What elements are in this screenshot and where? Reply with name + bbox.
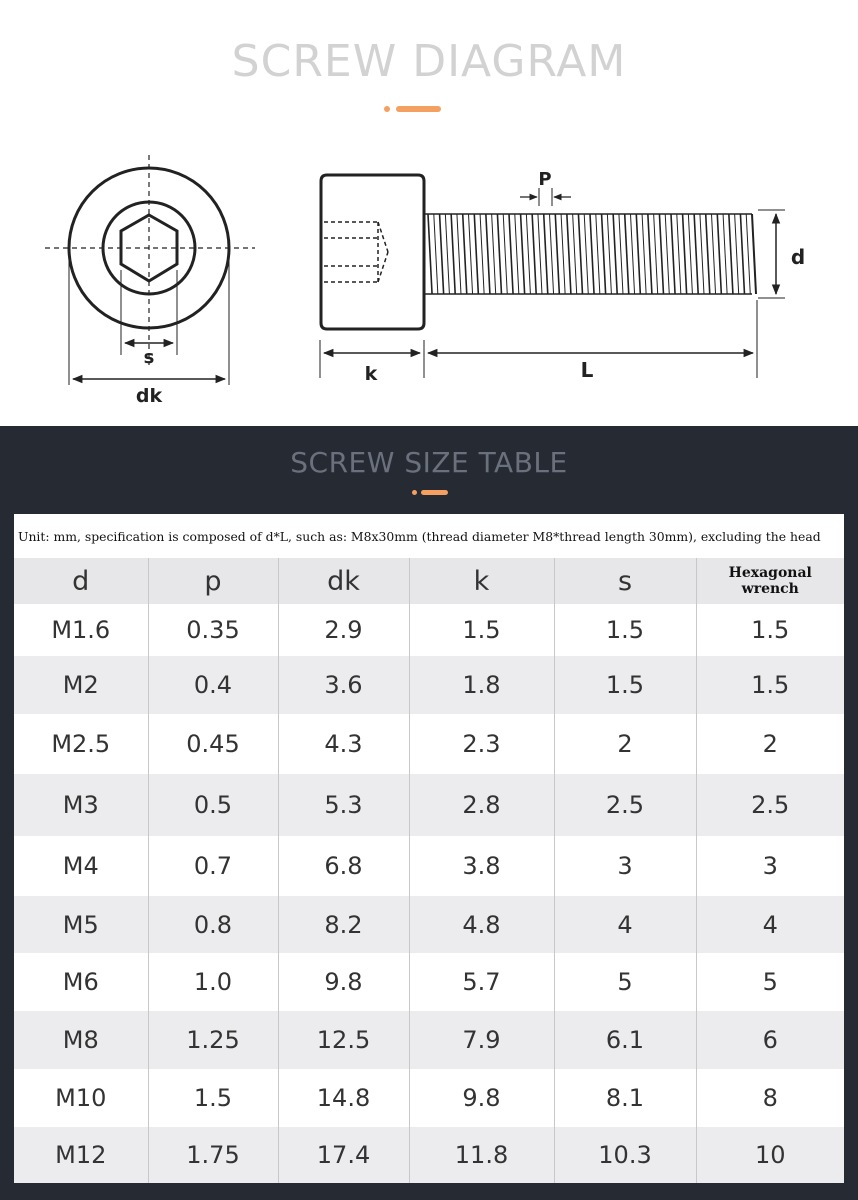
thread-root bbox=[631, 214, 635, 294]
size-table-title: SCREW SIZE TABLE bbox=[290, 446, 568, 479]
table-title-dot-decoration bbox=[412, 490, 417, 495]
table-row bbox=[14, 656, 844, 714]
thread-root bbox=[665, 214, 669, 294]
cell-k: 1.5 bbox=[409, 604, 554, 656]
label-d: d bbox=[790, 245, 806, 269]
thread-crest bbox=[440, 214, 444, 294]
thread-root bbox=[573, 214, 577, 294]
cell-wrench: 4 bbox=[696, 896, 844, 953]
cell-s: 1.5 bbox=[554, 656, 696, 714]
cell-k: 4.8 bbox=[409, 896, 554, 953]
thread-crest bbox=[613, 214, 617, 294]
header-dk: dk bbox=[278, 558, 409, 604]
thread-crest bbox=[451, 214, 455, 294]
screw-side-view bbox=[320, 175, 785, 378]
thread-crest bbox=[509, 214, 513, 294]
table-row bbox=[14, 774, 844, 836]
size-table bbox=[14, 558, 844, 1183]
cell-s: 4 bbox=[554, 896, 696, 953]
thread-crest bbox=[706, 214, 710, 294]
table-row bbox=[14, 604, 844, 656]
cell-k: 9.8 bbox=[409, 1069, 554, 1127]
thread-crest bbox=[683, 214, 687, 294]
thread-root bbox=[607, 214, 611, 294]
cell-wrench: 2.5 bbox=[696, 774, 844, 836]
thread-crest bbox=[555, 214, 559, 294]
cell-d: M12 bbox=[14, 1127, 148, 1183]
table-row bbox=[14, 836, 844, 896]
header-wrench-line1: Hexagonal bbox=[728, 565, 812, 581]
thread-root bbox=[469, 214, 473, 294]
cell-d: M5 bbox=[14, 896, 148, 953]
header-d: d bbox=[14, 558, 148, 604]
cell-k: 2.3 bbox=[409, 714, 554, 774]
cell-p: 0.5 bbox=[148, 774, 278, 836]
cell-d: M1.6 bbox=[14, 604, 148, 656]
cell-s: 5 bbox=[554, 953, 696, 1011]
cell-d: M3 bbox=[14, 774, 148, 836]
cell-p: 0.8 bbox=[148, 896, 278, 953]
thread-crest bbox=[544, 214, 548, 294]
header-p: p bbox=[148, 558, 278, 604]
cell-wrench: 2 bbox=[696, 714, 844, 774]
cell-wrench: 1.5 bbox=[696, 656, 844, 714]
cell-d: M8 bbox=[14, 1011, 148, 1069]
cell-p: 0.35 bbox=[148, 604, 278, 656]
cell-dk: 4.3 bbox=[278, 714, 409, 774]
thread-root bbox=[515, 214, 519, 294]
thread-crest bbox=[671, 214, 675, 294]
thread-root bbox=[688, 214, 692, 294]
diagram-section bbox=[0, 0, 858, 426]
cell-k: 1.8 bbox=[409, 656, 554, 714]
thread-root bbox=[700, 214, 704, 294]
header-k: k bbox=[409, 558, 554, 604]
cell-dk: 8.2 bbox=[278, 896, 409, 953]
cell-k: 11.8 bbox=[409, 1127, 554, 1183]
thread-root bbox=[619, 214, 623, 294]
cell-d: M6 bbox=[14, 953, 148, 1011]
thread-root bbox=[538, 214, 542, 294]
thread-crest bbox=[428, 214, 432, 294]
thread-root bbox=[550, 214, 554, 294]
thread-root bbox=[445, 214, 449, 294]
thread-root bbox=[746, 214, 750, 294]
cell-k: 2.8 bbox=[409, 774, 554, 836]
cell-d: M10 bbox=[14, 1069, 148, 1127]
cell-wrench: 8 bbox=[696, 1069, 844, 1127]
thread-crest bbox=[729, 214, 733, 294]
table-row bbox=[14, 1069, 844, 1127]
cell-p: 0.4 bbox=[148, 656, 278, 714]
thread-crest bbox=[740, 214, 744, 294]
cell-k: 7.9 bbox=[409, 1011, 554, 1069]
thread-root bbox=[434, 214, 438, 294]
cell-s: 2 bbox=[554, 714, 696, 774]
thread-root bbox=[712, 214, 716, 294]
thread-crest bbox=[497, 214, 501, 294]
cell-wrench: 10 bbox=[696, 1127, 844, 1183]
thread-crest bbox=[636, 214, 640, 294]
table-row bbox=[14, 953, 844, 1011]
cell-p: 1.75 bbox=[148, 1127, 278, 1183]
table-header-row bbox=[14, 558, 844, 604]
header-hexagonal-wrench bbox=[696, 558, 844, 604]
table-row bbox=[14, 1011, 844, 1069]
thread-root bbox=[457, 214, 461, 294]
thread-crest bbox=[532, 214, 536, 294]
screw-diagram bbox=[0, 140, 858, 420]
thread-crest bbox=[648, 214, 652, 294]
cell-k: 5.7 bbox=[409, 953, 554, 1011]
thread-crest bbox=[694, 214, 698, 294]
cell-d: M2 bbox=[14, 656, 148, 714]
thread-crest bbox=[474, 214, 478, 294]
cell-p: 0.7 bbox=[148, 836, 278, 896]
thread-root bbox=[735, 214, 739, 294]
cell-dk: 5.3 bbox=[278, 774, 409, 836]
table-row bbox=[14, 1127, 844, 1183]
header-s: s bbox=[554, 558, 696, 604]
thread-crest bbox=[463, 214, 467, 294]
cell-p: 0.45 bbox=[148, 714, 278, 774]
title-dot-decoration bbox=[384, 106, 390, 112]
cell-dk: 17.4 bbox=[278, 1127, 409, 1183]
cell-p: 1.0 bbox=[148, 953, 278, 1011]
thread-crest bbox=[486, 214, 490, 294]
table-row bbox=[14, 714, 844, 774]
thread-crest bbox=[717, 214, 721, 294]
thread-root bbox=[596, 214, 600, 294]
cell-s: 6.1 bbox=[554, 1011, 696, 1069]
thread-root bbox=[584, 214, 588, 294]
cell-dk: 3.6 bbox=[278, 656, 409, 714]
thread-crest bbox=[625, 214, 629, 294]
cell-k: 3.8 bbox=[409, 836, 554, 896]
thread-root bbox=[526, 214, 530, 294]
thread-root bbox=[561, 214, 565, 294]
thread-root bbox=[642, 214, 646, 294]
cell-wrench: 1.5 bbox=[696, 604, 844, 656]
cell-s: 1.5 bbox=[554, 604, 696, 656]
cell-wrench: 6 bbox=[696, 1011, 844, 1069]
thread-root bbox=[480, 214, 484, 294]
cell-dk: 14.8 bbox=[278, 1069, 409, 1127]
table-title-bar-decoration bbox=[421, 490, 448, 495]
diagram-title: SCREW DIAGRAM bbox=[231, 36, 627, 87]
thread-root bbox=[723, 214, 727, 294]
label-k: k bbox=[364, 363, 378, 385]
cell-s: 2.5 bbox=[554, 774, 696, 836]
cell-p: 1.25 bbox=[148, 1011, 278, 1069]
cell-dk: 9.8 bbox=[278, 953, 409, 1011]
thread-crest bbox=[567, 214, 571, 294]
cell-dk: 2.9 bbox=[278, 604, 409, 656]
unit-note: Unit: mm, specification is composed of d*L, such as: M8x30mm (thread diameter M8*thread length 30mm), excluding the head bbox=[14, 514, 844, 560]
thread-crest bbox=[590, 214, 594, 294]
cell-wrench: 3 bbox=[696, 836, 844, 896]
cell-s: 10.3 bbox=[554, 1127, 696, 1183]
thread-root bbox=[492, 214, 496, 294]
title-bar-decoration bbox=[396, 106, 441, 112]
cell-s: 3 bbox=[554, 836, 696, 896]
thread-root bbox=[654, 214, 658, 294]
label-l: L bbox=[580, 358, 594, 382]
cell-d: M4 bbox=[14, 836, 148, 896]
thread-crest bbox=[578, 214, 582, 294]
thread-root bbox=[503, 214, 507, 294]
label-dk: dk bbox=[135, 385, 163, 407]
header-wrench-line2: wrench bbox=[741, 581, 799, 597]
cell-dk: 12.5 bbox=[278, 1011, 409, 1069]
label-s: s bbox=[143, 347, 155, 368]
thread-crest bbox=[659, 214, 663, 294]
thread-crest bbox=[521, 214, 525, 294]
thread-crest bbox=[602, 214, 606, 294]
cell-p: 1.5 bbox=[148, 1069, 278, 1127]
cell-wrench: 5 bbox=[696, 953, 844, 1011]
size-table-section bbox=[0, 426, 858, 1200]
label-p: P bbox=[538, 169, 552, 190]
cell-s: 8.1 bbox=[554, 1069, 696, 1127]
table-row bbox=[14, 896, 844, 953]
cell-d: M2.5 bbox=[14, 714, 148, 774]
cell-dk: 6.8 bbox=[278, 836, 409, 896]
thread-root bbox=[677, 214, 681, 294]
